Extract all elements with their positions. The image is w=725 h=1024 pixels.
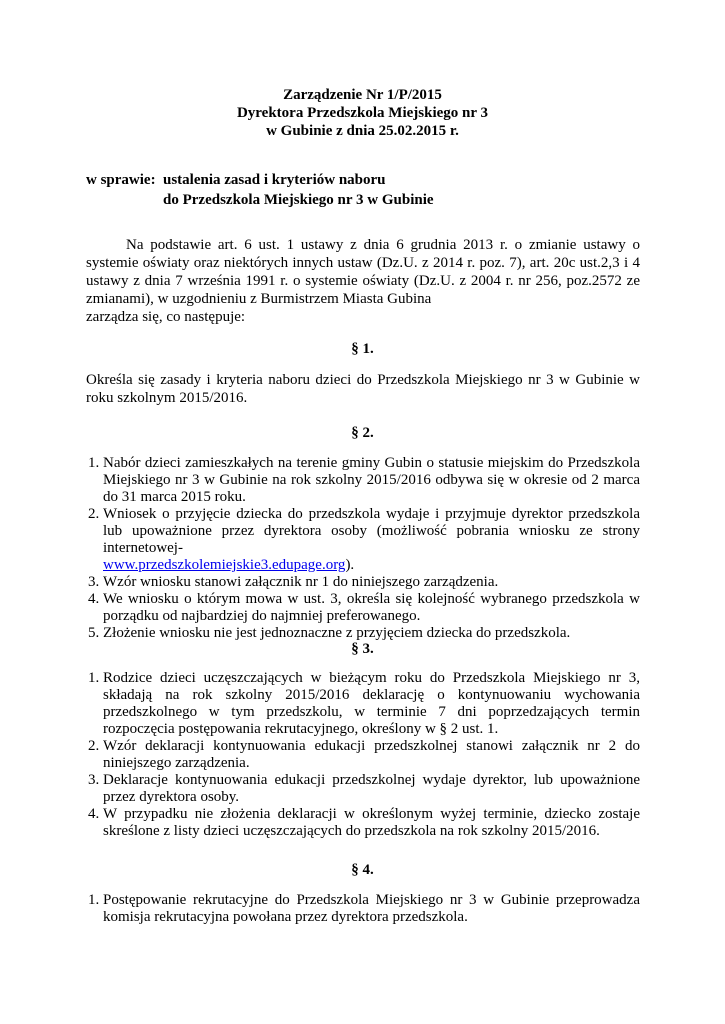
section-4-heading: § 4. bbox=[351, 862, 374, 878]
section-2-list bbox=[86, 455, 640, 642]
section-2-heading: § 2. bbox=[351, 425, 374, 441]
list-item: 3. Deklaracje kontynuowania edukacji przedszkolnej wydaje dyrektor, lub upoważnione przez dyrektora osoby. bbox=[103, 772, 640, 806]
list-item: 4. W przypadku nie złożenia deklaracji w określonym wyżej terminie, dziecko zostaje skreślone z listy dzieci uczęszczających do przedszkola na rok szkolny 2015/2016. bbox=[103, 806, 640, 840]
preamble-text: Na podstawie art. 6 ust. 1 ustawy z dnia 6 grudnia 2013 r. o zmianie ustawy o systemie oświaty oraz niektórych innych ustaw (Dz.U. z 2014 r. poz. 7), art. 20c ust.2,3 i 4 ustawy z dnia 7 września 1991 r. o systemie oświaty (Dz.U. z 2004 r. nr 256, poz.2572 ze zmianami), w uzgodnieniu z Burmistrzem Miasta Gubina bbox=[86, 237, 640, 307]
preamble bbox=[86, 236, 640, 326]
subject-line-1: ustalenia zasad i kryteriów naboru bbox=[163, 172, 386, 188]
list-item: 4. We wniosku o którym mowa w ust. 3, określa się kolejność wybranego przedszkola w porządku od najbardziej do najmniej preferowanego. bbox=[103, 591, 640, 625]
list-item: 5. Złożenie wniosku nie jest jednoznaczne z przyjęciem dziecka do przedszkola. bbox=[103, 625, 640, 642]
title-line-2: Dyrektora Przedszkola Miejskiego nr 3 bbox=[236, 105, 489, 121]
list-item: 1. Postępowanie rekrutacyjne do Przedszkola Miejskiego nr 3 w Gubinie przeprowadza komisja rekrutacyjna powołana przez dyrektora przedszkola. bbox=[103, 892, 640, 926]
list-item: 1. Rodzice dzieci uczęszczających w bieżącym roku do Przedszkola Miejskiego nr 3, składają na rok szkolny 2015/2016 deklarację o kontynuowaniu wychowania przedszkolnego w tym przedszkolu, w terminie 7 dni poprzedzających termin rozpoczęcia postępowania rekrutacyjnego, określony w § 2 ust. 1. bbox=[103, 670, 640, 738]
subject-block bbox=[86, 170, 646, 210]
preamble-closing: zarządza się, co następuje: bbox=[86, 309, 246, 325]
section-4-list bbox=[86, 892, 640, 926]
website-link[interactable]: www.przedszkolemiejskie3.edupage.org bbox=[103, 557, 346, 573]
section-3-list bbox=[86, 670, 640, 840]
link-suffix: ). bbox=[345, 557, 355, 573]
section-1-text: Określa się zasady i kryteria naboru dzieci do Przedszkola Miejskiego nr 3 w Gubinie w roku szkolnym 2015/2016. bbox=[86, 372, 640, 406]
subject-line-2: do Przedszkola Miejskiego nr 3 w Gubinie bbox=[163, 192, 434, 208]
list-item: 1. Nabór dzieci zamieszkałych na terenie gminy Gubin o statusie miejskim do Przedszkola Miejskiego nr 3 w Gubinie na rok szkolny 2015/2016 odbywa się w okresie od 2 marca do 31 marca 2015 roku. bbox=[103, 455, 640, 506]
subject-label: w sprawie: bbox=[86, 172, 156, 188]
section-3-heading: § 3. bbox=[351, 641, 374, 657]
document-title bbox=[0, 86, 725, 140]
title-line-3: w Gubinie z dnia 25.02.2015 r. bbox=[266, 123, 459, 139]
title-line-1: Zarządzenie Nr 1/P/2015 bbox=[283, 87, 442, 103]
list-item: 3. Wzór wniosku stanowi załącznik nr 1 do niniejszego zarządzenia. bbox=[103, 574, 640, 591]
list-item bbox=[103, 506, 640, 574]
list-item-text: Wniosek o przyjęcie dziecka do przedszkola wydaje i przyjmuje dyrektor przedszkola lub upoważnione przez dyrektora osoby (możliwość pobrania wniosku ze strony internetowej- bbox=[103, 506, 640, 556]
list-item: 2. Wzór deklaracji kontynuowania edukacji przedszkolnej stanowi załącznik nr 2 do niniejszego zarządzenia. bbox=[103, 738, 640, 772]
section-1-heading: § 1. bbox=[351, 341, 374, 357]
